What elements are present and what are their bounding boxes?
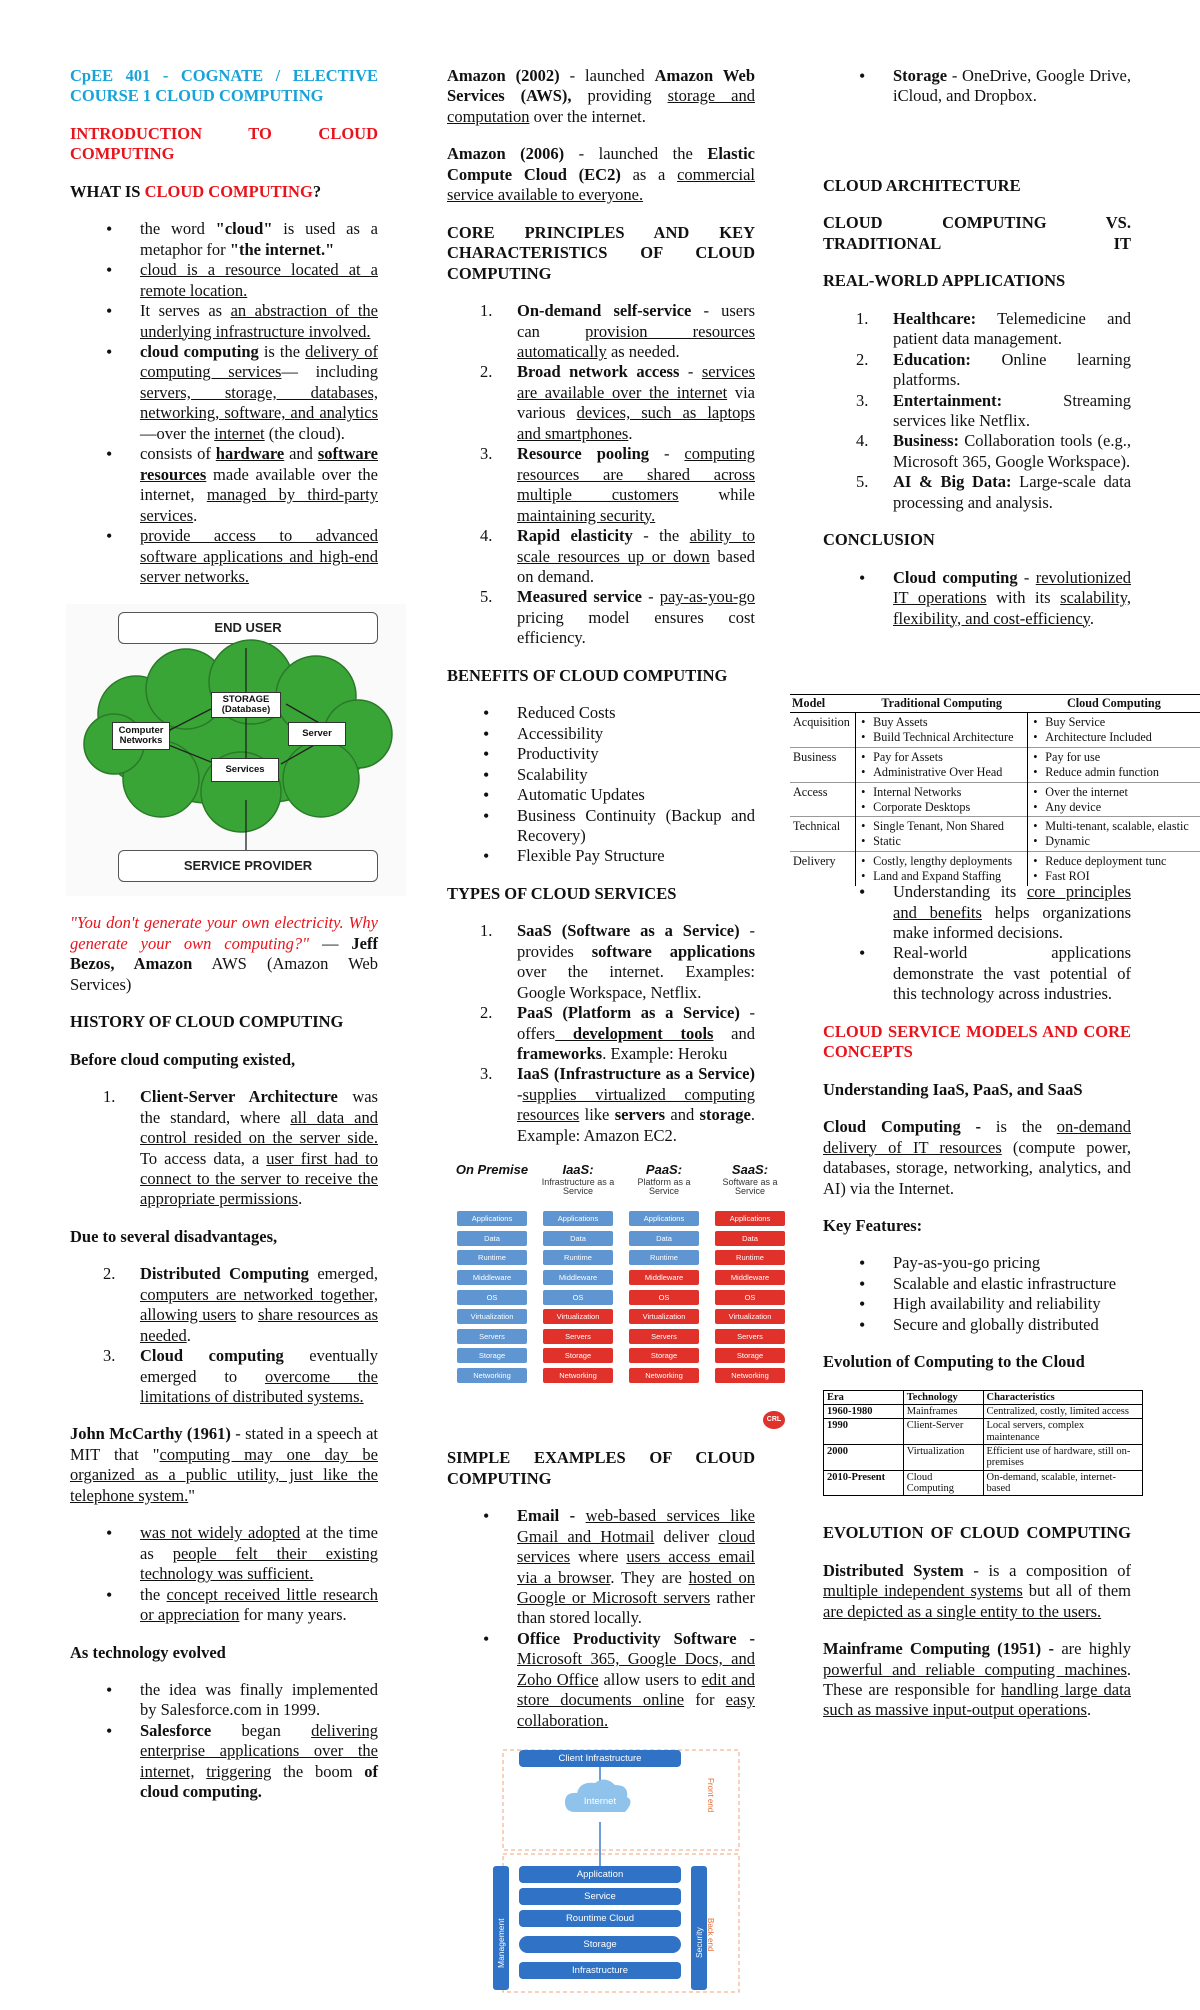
stack-layer: Servers [629,1329,699,1344]
list-item: 3. Entertainment: Streaming services like Netflix. [856,390,1131,430]
stack-layer: Applications [715,1211,785,1226]
list-item: • was not widely adopted at the time as people felt their existing technology was sufficient. [70,1523,378,1584]
stack-layer: Storage [629,1348,699,1363]
list-item: • the concept received little research or appreciation for many years. [70,1585,378,1626]
stack-layer: Applications [543,1211,613,1226]
list-item: 2. PaaS (Platform as a Service) - offers development tools and frameworks. Example: Heroku [480,1003,755,1064]
cloud-cell [1028,817,1200,852]
table-row [824,1405,1143,1419]
stack-header: PaaS: Platform as a Service [625,1163,703,1211]
table-cell: 1990 [824,1419,904,1445]
mccarthy-list [70,1523,378,1625]
evolution-heading: EVOLUTION OF CLOUD COMPUTING [823,1523,1131,1543]
table-row [790,747,1200,782]
conclusion-list-2 [823,882,1131,1005]
comparison-table [790,694,1200,886]
list-item: • Scalable and elastic infrastructure [823,1274,1131,1294]
stack-layer: Virtualization [543,1309,613,1324]
bullet-item: • Pay for Assets [859,750,1024,765]
stack-layer: Virtualization [629,1309,699,1324]
list-item: • Cloud computing - revolutionized IT operations with its scalability, flexibility, and cost-efficiency. [823,568,1131,629]
key-features-list [823,1253,1131,1335]
list-item: 3. IaaS (Infrastructure as a Service) -supplies virtualized computing resources like servers and storage. Example: Amazon EC2. [480,1064,755,1145]
model-cell: Business [790,747,856,782]
stack-layer: Data [543,1231,613,1246]
model-cell: Technical [790,817,856,852]
stack-layer: Runtime [543,1250,613,1265]
list-item: 3. Cloud computing eventually emerged to overcome the limitations of distributed systems. [103,1346,378,1407]
application-box: Application [519,1866,681,1883]
stack-layer: Middleware [629,1270,699,1285]
bullet-item: • Administrative Over Head [859,765,1024,780]
list-item: 5. Measured service - pay-as-you-go pricing model ensures cost efficiency. [480,587,755,648]
table-cell: Local servers, complex maintenance [983,1419,1143,1445]
list-item: • It serves as an abstraction of the underlying infrastructure involved. [70,301,378,342]
stack-layer: Virtualization [715,1309,785,1324]
list-item: • the idea was finally implemented by Salesforce.com in 1999. [70,1680,378,1721]
list-item: • Accessibility [447,724,755,744]
table-cell: 2000 [824,1444,904,1470]
table-header: Technology [903,1390,983,1404]
model-cell: Access [790,782,856,817]
list-item: • Secure and globally distributed [823,1315,1131,1335]
table-header: Cloud Computing [1028,695,1200,713]
stack-layer: Middleware [715,1270,785,1285]
stack-column [625,1163,703,1387]
list-item: • cloud computing is the delivery of computing services— including servers, storage, databases, networking, software, and analytics—over the internet (the cloud). [70,342,378,444]
stack-header: SaaS: Software as a Service [711,1163,789,1211]
table-row [824,1444,1143,1470]
bullet-item: • Buy Assets [859,715,1024,730]
traditional-cell [856,782,1028,817]
column-2 [447,66,782,2010]
infrastructure-box: Infrastructure [519,1962,681,1979]
cloud-cell [1028,852,1200,886]
stack-layer: Storage [457,1348,527,1363]
table-cell: Cloud Computing [903,1470,983,1496]
table-cell: Centralized, costly, limited access [983,1405,1143,1419]
internet-label: Internet [583,1796,617,1808]
service-models-heading: CLOUD SERVICE MODELS AND CORE CONCEPTS [823,1021,1131,1062]
list-item: • provide access to advanced software applications and high-end server networks. [70,526,378,587]
list-item: • Scalability [447,765,755,785]
cloud-architecture-heading: CLOUD ARCHITECTURE [823,175,1021,195]
bullet-item: • Build Technical Architecture [859,730,1024,745]
list-item: • Storage - OneDrive, Google Drive, iCloud, and Dropbox. [823,66,1131,107]
service-provider-box: SERVICE PROVIDER [118,850,378,882]
stack-layer: Virtualization [457,1309,527,1324]
traditional-cell [856,817,1028,852]
table-cell: Client-Server [903,1419,983,1445]
cloud-cell [1028,713,1200,748]
cloud-computing-definition: Cloud Computing - is the on-demand delivery of IT resources (compute power, databases, storage, networking, analytics, and AI) via the Internet. [823,1117,1131,1198]
core-principles-heading: CORE PRINCIPLES AND KEY CHARACTERISTICS OF CLOUD COMPUTING [447,222,755,283]
key-features-heading: Key Features: [823,1215,923,1235]
bullet-item: • Any device [1031,800,1197,815]
bullet-item: • Architecture Included [1031,730,1197,745]
crl-logo: CRL [763,1411,785,1429]
end-user-box: END USER [118,612,378,644]
stack-subheader: Platform as a Service [637,1176,691,1197]
amazon-2006: Amazon (2006) - launched the Elastic Compute Cloud (EC2) as a commercial service available to everyone. [447,144,755,205]
stack-subheader: Infrastructure as a Service [541,1176,615,1197]
list-item: • consists of hardware and software resources made available over the internet, managed by third-party services. [70,444,378,526]
core-principles-list [447,301,755,649]
evolved-list [70,1680,378,1803]
bullet-item: • Buy Service [1031,715,1197,730]
stack-layer: Networking [543,1368,613,1383]
stack-layer: OS [543,1290,613,1305]
back-end-label: Back end [706,1918,715,1952]
stack-layer: OS [715,1290,785,1305]
stack-layer: Runtime [629,1250,699,1265]
table-row [790,713,1200,748]
cloud-cell [1028,747,1200,782]
traditional-cell [856,747,1028,782]
conclusion-list [823,568,1131,629]
list-item: 5. AI & Big Data: Large-scale data processing and analysis. [856,472,1132,512]
list-item: • the word "cloud" is used as a metaphor for "the internet." [70,219,378,260]
list-item: • Productivity [447,744,755,764]
what-is-list [70,219,378,587]
list-item: 3. Resource pooling - computing resources are shared across multiple customers while maintaining security. [480,444,755,525]
examples-list [447,1506,755,1731]
bullet-item: • Over the internet [1031,785,1197,800]
table-cell: 2010-Present [824,1470,904,1496]
bullet-item: • Reduce deployment tunc [1031,854,1197,869]
stack-layer: Servers [457,1329,527,1344]
storage-node: STORAGE (Database) [211,692,281,718]
stack-layer: Data [715,1231,785,1246]
list-item: 2. Broad network access - services are available over the internet via various devices, such as laptops and smartphones. [480,362,755,443]
server-node: Server [288,722,346,746]
stack-layer: Networking [629,1368,699,1383]
intro-heading: INTRODUCTION TO CLOUD COMPUTING [70,123,378,164]
types-heading: TYPES OF CLOUD SERVICES [447,883,677,903]
stack-layer: Applications [629,1211,699,1226]
list-item: 4. Business: Collaboration tools (e.g., Microsoft 365, Google Workspace). [856,431,1131,471]
list-item: 1. Client-Server Architecture was the standard, where all data and control resided on the server side. To access data, a user first had to connect to the server to receive the appropriate permissions. [103,1087,378,1209]
column-3 [823,66,1131,1738]
front-end-label: Front end [706,1778,715,1813]
table-cell: Virtualization [903,1444,983,1470]
stack-layer: Runtime [715,1250,785,1265]
list-item: • Understanding its core principles and benefits helps organizations make informed decisions. [823,882,1131,943]
storage-list [823,66,1131,107]
history-heading: HISTORY OF CLOUD COMPUTING [70,1012,344,1032]
table-header: Traditional Computing [856,695,1028,713]
list-item: • Office Productivity Software - Microsoft 365, Google Docs, and Zoho Office allow users to edit and store documents online for easy collaboration. [447,1629,755,1731]
stack-layer: Networking [715,1368,785,1383]
list-item: • Reduced Costs [447,703,755,723]
table-row [790,852,1200,886]
bullet-item: • Costly, lengthy deployments [859,854,1024,869]
examples-heading: SIMPLE EXAMPLES OF CLOUD COMPUTING [447,1448,755,1488]
amazon-2002: Amazon (2002) - launched Amazon Web Services (AWS), providing storage and computation over the internet. [447,66,755,126]
conclusion-heading: CONCLUSION [823,530,935,550]
traditional-cell [856,852,1028,886]
stack-layer: OS [629,1290,699,1305]
stack-layer: Storage [715,1348,785,1363]
bullet-item: • Multi-tenant, scalable, elastic [1031,819,1197,834]
services-node: Services [211,758,279,782]
before-list [70,1087,378,1210]
mainframe-paragraph: Mainframe Computing (1951) - are highly powerful and reliable computing machines. These are responsible for handling large data such as massive input-output operations. [823,1639,1131,1720]
stack-column [453,1163,531,1387]
bullet-item: • Land and Expand Staffing [859,869,1024,884]
before-heading: Before cloud computing existed, [70,1049,296,1069]
distributed-system-paragraph: Distributed System - is a composition of multiple independent systems but all of them are depicted as a single entity to the users. [823,1560,1131,1621]
evolution-table [823,1390,1143,1497]
list-item: 1. Healthcare: Telemedicine and patient data management. [856,308,1131,349]
list-item: • Flexible Pay Structure [447,846,755,866]
understanding-heading: Understanding IaaS, PaaS, and SaaS [823,1079,1083,1099]
bezos-quote: "You don't generate your own electricity. Why generate your own computing?" — Jeff Bezos, Amazon AWS (Amazon Web Services) [70,913,378,994]
runtime-cloud-box: Rountime Cloud [519,1910,681,1927]
disadvantages-list [70,1264,378,1407]
bullet-item: • Internal Networks [859,785,1024,800]
stack-layer: Applications [457,1211,527,1226]
stack-layer: Networking [457,1368,527,1383]
bullet-item: • Pay for use [1031,750,1197,765]
security-label: Security [694,1927,704,1959]
stack-subheader: Software as a Service [722,1176,778,1197]
bullet-item: • Single Tenant, Non Shared [859,819,1024,834]
real-world-list [823,309,1131,514]
course-title: CpEE 401 - COGNATE / ELECTIVE COURSE 1 CLOUD COMPUTING [70,66,378,106]
list-item: 1. SaaS (Software as a Service) - provides software applications over the internet. Examples: Google Workspace, Netflix. [480,921,756,1002]
evolved-heading: As technology evolved [70,1642,226,1662]
list-item: • cloud is a resource located at a remote location. [70,260,378,301]
table-cell: Efficient use of hardware, still on-premises [983,1444,1143,1470]
stack-layer: Data [629,1231,699,1246]
list-item: 2. Distributed Computing emerged, computers are networked together, allowing users to share resources as needed. [103,1264,378,1345]
bullet-item: • Static [859,834,1024,849]
stack-layer: Middleware [457,1270,527,1285]
stack-column [711,1163,789,1387]
stack-layer: Servers [543,1329,613,1344]
storage-box: Storage [519,1936,681,1953]
bullet-item: • Fast ROI [1031,869,1197,884]
table-cell: Mainframes [903,1405,983,1419]
list-item: • Business Continuity (Backup and Recovery) [447,806,755,847]
table-header: Characteristics [983,1390,1143,1404]
table-cell: On-demand, scalable, internet-based [983,1470,1143,1496]
stack-header: IaaS: Infrastructure as a Service [539,1163,617,1211]
computer-networks-node: Computer Networks [112,722,170,750]
table-header-row [790,695,1200,713]
cloud-architecture-diagram [447,1748,757,1993]
client-infrastructure-box: Client Infrastructure [519,1750,681,1767]
stack-layer: Servers [715,1329,785,1344]
stack-layer: Storage [543,1348,613,1363]
list-item: • Email - web-based services like Gmail and Hotmail deliver cloud services where users access email via a browser. They are hosted on Google or Microsoft servers rather than stored locally. [447,1506,755,1629]
list-item: • Pay-as-you-go pricing [823,1253,1131,1273]
bullet-item: • Dynamic [1031,834,1197,849]
traditional-cell [856,713,1028,748]
disadvantages-heading: Due to several disadvantages, [70,1226,278,1246]
list-item: • High availability and reliability [823,1294,1131,1314]
table-row [790,817,1200,852]
bullet-item: • Reduce admin function [1031,765,1197,780]
mccarthy-paragraph: John McCarthy (1961) - stated in a speech at MIT that "computing may one day be organized as a public utility, just like the telephone system." [70,1424,378,1505]
stack-layer: Middleware [543,1270,613,1285]
table-row [824,1470,1143,1496]
table-header-row [824,1390,1143,1404]
what-is-heading: WHAT IS CLOUD COMPUTING? [70,181,322,201]
table-row [824,1419,1143,1445]
stack-layer: OS [457,1290,527,1305]
list-item: 4. Rapid elasticity - the ability to scale resources up or down based on demand. [480,526,756,586]
list-item: • Salesforce began delivering enterprise applications over the internet, triggering the boom of cloud computing. [70,1721,378,1803]
real-world-heading: REAL-WORLD APPLICATIONS [823,271,1066,291]
list-item: 2. Education: Online learning platforms. [856,349,1131,390]
benefits-heading: BENEFITS OF CLOUD COMPUTING [447,665,728,685]
table-header: Model [790,695,856,713]
cloud-cell [1028,782,1200,817]
stack-column [539,1163,617,1387]
table-row [790,782,1200,817]
table-header: Era [824,1390,904,1404]
model-cell: Acquisition [790,713,856,748]
model-cell: Delivery [790,852,856,886]
vs-heading: CLOUD COMPUTING VS. TRADITIONAL IT [823,213,1131,253]
bullet-item: • Corporate Desktops [859,800,1024,815]
cloud-diagram [66,604,406,896]
stack-layer: Data [457,1231,527,1246]
service-stack-diagram [445,1163,790,1431]
types-list [447,921,755,1146]
table-cell: 1960-1980 [824,1405,904,1419]
stack-layer: Runtime [457,1250,527,1265]
service-box: Service [519,1888,681,1905]
benefits-list [447,703,755,867]
evolution-table-heading: Evolution of Computing to the Cloud [823,1352,1085,1372]
stack-header: On Premise [455,1162,529,1178]
list-item: • Real-world applications demonstrate the vast potential of this technology across industries. [823,943,1131,1004]
column-1 [70,66,378,1820]
list-item: 1. On-demand self-service - users can provision resources automatically as needed. [480,301,755,361]
management-label: Management [496,1918,506,1969]
list-item: • Automatic Updates [447,785,755,805]
